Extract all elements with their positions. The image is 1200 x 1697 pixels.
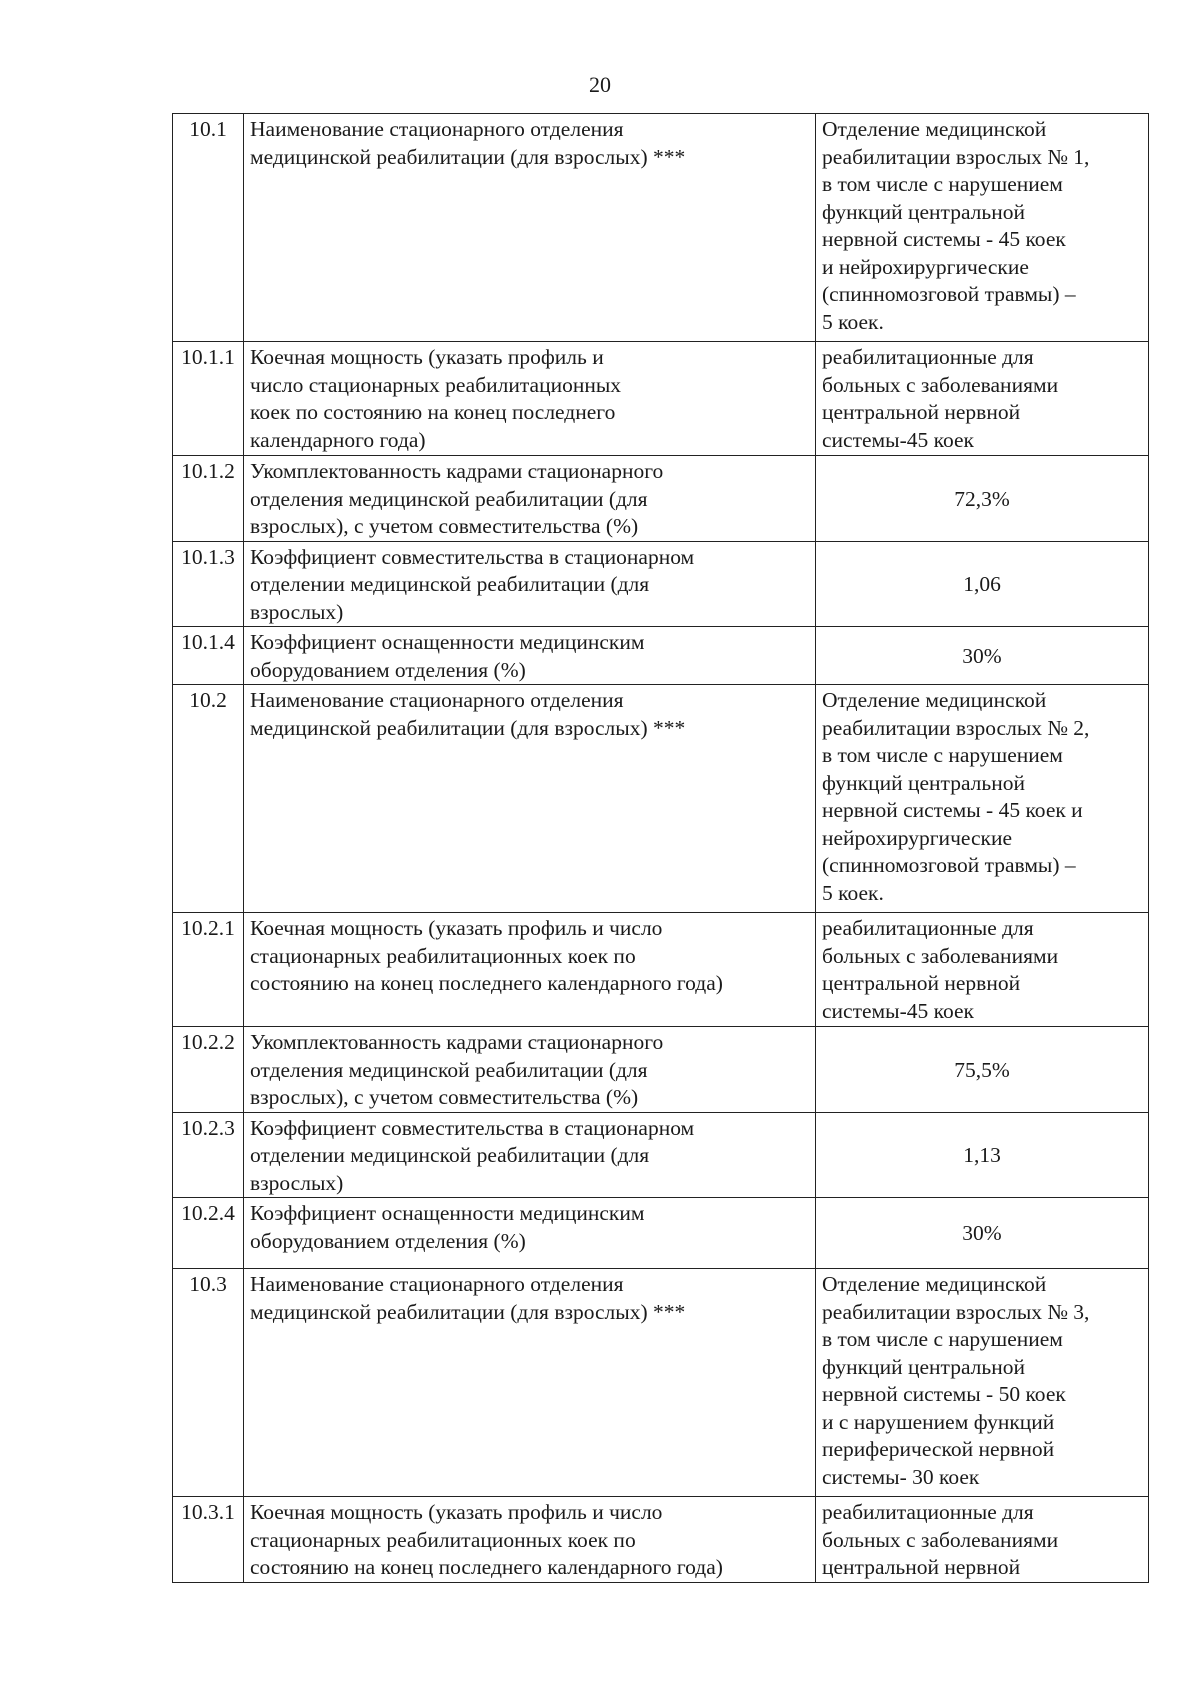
value-line: 30%: [962, 643, 1002, 668]
description-line: Коечная мощность (указать профиль и число: [250, 916, 663, 940]
value-line: и нейрохирургические: [822, 254, 1029, 279]
description-line: Коечная мощность (указать профиль и: [250, 345, 604, 369]
row-number: 10.1.3: [173, 541, 244, 627]
value-line: системы-45 коек: [822, 998, 974, 1023]
row-description: [244, 1112, 816, 1198]
value-line: периферической нервной: [822, 1437, 1055, 1461]
value-line: нервной системы - 50 коек: [822, 1382, 1066, 1406]
description-line: Наименование стационарного отделения: [250, 117, 624, 141]
value-line: реабилитационные для: [822, 916, 1034, 940]
description-line: состоянию на конец последнего календарного года): [250, 971, 723, 995]
value-line: центральной нервной: [822, 971, 1021, 995]
table-row: [173, 1027, 1149, 1113]
row-number: 10.1: [173, 114, 244, 342]
value-line: системы- 30 коек: [822, 1464, 980, 1489]
row-description: [244, 1027, 816, 1113]
row-number: 10.3.1: [173, 1497, 244, 1583]
value-line: реабилитации взрослых № 2,: [822, 715, 1090, 740]
description-line: взрослых), с учетом совместительства (%): [250, 514, 639, 538]
row-value: [816, 342, 1149, 456]
table-row: [173, 342, 1149, 456]
value-line: нервной системы - 45 коек и: [822, 798, 1083, 822]
table-row: [173, 114, 1149, 342]
description-line: взрослых), с учетом совместительства (%): [250, 1085, 639, 1109]
value-line: функций центральной: [822, 770, 1025, 795]
value-line: больных с заболеваниями: [822, 1527, 1059, 1552]
value-line: Отделение медицинской: [822, 117, 1047, 141]
row-number: 10.2.4: [173, 1198, 244, 1269]
row-value: [816, 456, 1149, 542]
description-line: Коэффициент совместительства в стационарном: [250, 1115, 695, 1140]
row-value: [816, 1269, 1149, 1497]
table-row: [173, 1198, 1149, 1269]
value-line: 75,5%: [954, 1057, 1010, 1082]
row-value: [816, 913, 1149, 1027]
value-line: нервной системы - 45 коек: [822, 227, 1066, 251]
value-line: функций центральной: [822, 1354, 1025, 1379]
value-line: центральной нервной: [822, 1555, 1021, 1579]
description-line: медицинской реабилитации (для взрослых) ***: [250, 144, 686, 169]
row-value: [816, 1198, 1149, 1269]
value-line: функций центральной: [822, 199, 1025, 224]
table-row: [173, 685, 1149, 913]
row-value: [816, 541, 1149, 627]
value-line: 5 коек.: [822, 309, 884, 334]
value-line: Отделение медицинской: [822, 1272, 1047, 1296]
row-value: [816, 1497, 1149, 1583]
description-line: отделения медицинской реабилитации (для: [250, 486, 648, 511]
row-number: 10.2: [173, 685, 244, 913]
value-line: реабилитационные для: [822, 345, 1034, 369]
document-table: [172, 113, 1149, 1583]
description-line: оборудованием отделения (%): [250, 657, 526, 682]
value-line: (спинномозговой травмы) –: [822, 853, 1076, 877]
table-row: [173, 1269, 1149, 1497]
description-line: стационарных реабилитационных коек по: [250, 1527, 636, 1552]
row-value: [816, 1112, 1149, 1198]
description-line: отделении медицинской реабилитации (для: [250, 1143, 650, 1167]
description-line: коек по состоянию на конец последнего: [250, 400, 616, 424]
row-description: [244, 1198, 816, 1269]
row-value: [816, 627, 1149, 685]
description-line: Коечная мощность (указать профиль и число: [250, 1500, 663, 1524]
row-description: [244, 685, 816, 913]
description-line: Коэффициент оснащенности медицинским: [250, 1201, 645, 1225]
description-line: состоянию на конец последнего календарного года): [250, 1555, 723, 1579]
table-row: [173, 456, 1149, 542]
row-description: [244, 627, 816, 685]
value-line: больных с заболеваниями: [822, 943, 1059, 968]
description-line: стационарных реабилитационных коек по: [250, 943, 636, 968]
value-line: системы-45 коек: [822, 427, 974, 452]
value-line: центральной нервной: [822, 400, 1021, 424]
value-line: Отделение медицинской: [822, 688, 1047, 712]
description-line: календарного года): [250, 427, 426, 452]
row-number: 10.2.1: [173, 913, 244, 1027]
row-number: 10.2.2: [173, 1027, 244, 1113]
row-number: 10.1.4: [173, 627, 244, 685]
value-line: в том числе с нарушением: [822, 172, 1063, 196]
row-description: [244, 913, 816, 1027]
row-description: [244, 114, 816, 342]
description-line: медицинской реабилитации (для взрослых) ***: [250, 715, 686, 740]
table-row: [173, 1112, 1149, 1198]
value-line: больных с заболеваниями: [822, 372, 1059, 397]
row-description: [244, 1497, 816, 1583]
row-value: [816, 114, 1149, 342]
row-description: [244, 541, 816, 627]
value-line: реабилитационные для: [822, 1500, 1034, 1524]
description-line: оборудованием отделения (%): [250, 1228, 526, 1253]
value-line: 1,13: [963, 1143, 1001, 1167]
value-line: 72,3%: [954, 486, 1010, 511]
row-value: [816, 1027, 1149, 1113]
description-line: медицинской реабилитации (для взрослых) ***: [250, 1299, 686, 1324]
table-row: [173, 541, 1149, 627]
table-row: [173, 913, 1149, 1027]
description-line: Коэффициент оснащенности медицинским: [250, 630, 645, 654]
value-line: нейрохирургические: [822, 825, 1012, 850]
page-number: 20: [589, 72, 611, 97]
table-row: [173, 627, 1149, 685]
row-description: [244, 1269, 816, 1497]
table-row: [173, 1497, 1149, 1583]
description-line: взрослых): [250, 1170, 344, 1195]
value-line: реабилитации взрослых № 1,: [822, 144, 1090, 169]
row-value: [816, 685, 1149, 913]
row-description: [244, 342, 816, 456]
value-line: 5 коек.: [822, 880, 884, 905]
description-line: Укомплектованность кадрами стационарного: [250, 1030, 664, 1054]
value-line: в том числе с нарушением: [822, 1327, 1063, 1351]
row-number: 10.3: [173, 1269, 244, 1497]
value-line: (спинномозговой травмы) –: [822, 282, 1076, 306]
description-line: число стационарных реабилитационных: [250, 372, 622, 397]
value-line: в том числе с нарушением: [822, 743, 1063, 767]
description-line: отделения медицинской реабилитации (для: [250, 1057, 648, 1082]
description-line: Наименование стационарного отделения: [250, 1272, 624, 1296]
row-number: 10.2.3: [173, 1112, 244, 1198]
description-line: взрослых): [250, 599, 344, 624]
row-number: 10.1.1: [173, 342, 244, 456]
row-description: [244, 456, 816, 542]
value-line: и с нарушением функций: [822, 1409, 1055, 1434]
description-line: Наименование стационарного отделения: [250, 688, 624, 712]
value-line: 30%: [962, 1221, 1002, 1246]
description-line: Коэффициент совместительства в стационарном: [250, 544, 695, 569]
row-number: 10.1.2: [173, 456, 244, 542]
table-body: [173, 114, 1149, 1583]
value-line: 1,06: [963, 572, 1001, 596]
description-line: Укомплектованность кадрами стационарного: [250, 459, 664, 483]
description-line: отделении медицинской реабилитации (для: [250, 572, 650, 596]
value-line: реабилитации взрослых № 3,: [822, 1299, 1090, 1324]
